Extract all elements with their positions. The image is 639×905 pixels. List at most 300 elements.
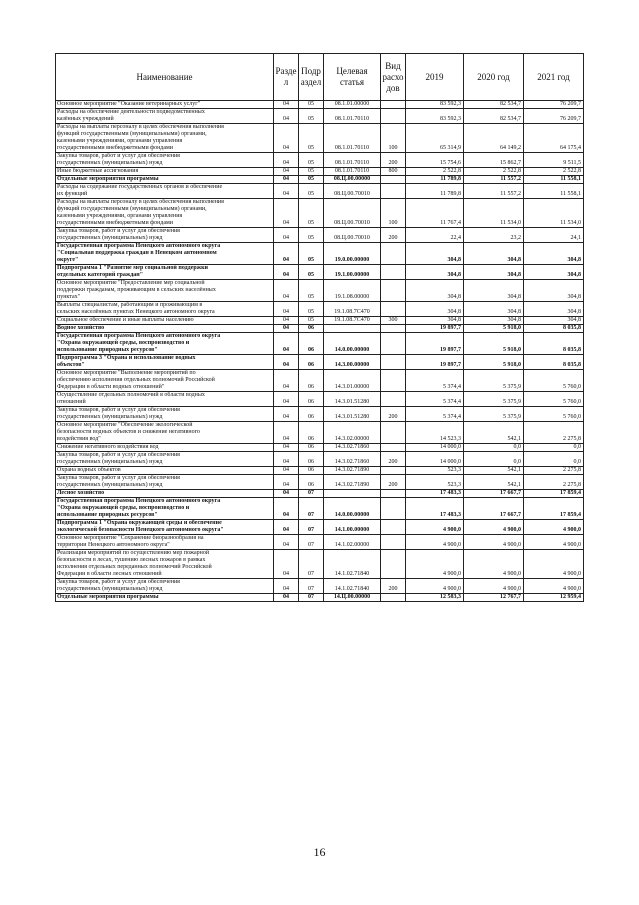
- cell-2020: 304,8: [464, 302, 524, 317]
- cell-2021: 17 859,4: [524, 490, 584, 498]
- cell-razdel: 04: [274, 490, 299, 498]
- cell-name: Закупка товаров, работ и услуг для обеспечения государственных (муниципальных) нужд: [56, 153, 274, 168]
- cell-vid: [381, 520, 406, 535]
- cell-2019: 4 900,0: [406, 579, 464, 594]
- cell-target: 14.3.02.71860: [324, 452, 381, 467]
- cell-name: Основное мероприятие "Сохранение биоразнообразия на территории Ненецкого автономного округа": [56, 535, 274, 550]
- cell-name: Расходы на обеспечение деятельности подведомственных казённых учреждений: [56, 109, 274, 124]
- cell-target: 14.1.02.00000: [324, 535, 381, 550]
- cell-2020: 17 667,7: [464, 498, 524, 520]
- table-row: [56, 199, 584, 228]
- cell-podrazdel: 06: [299, 370, 324, 392]
- cell-target: 19.1.08.7С470: [324, 317, 381, 325]
- cell-name: Охрана водных объектов: [56, 467, 274, 475]
- cell-vid: [381, 176, 406, 184]
- cell-podrazdel: 05: [299, 243, 324, 265]
- cell-vid: [381, 333, 406, 355]
- cell-target: 14.3.01.00000: [324, 370, 381, 392]
- table-row: [56, 579, 584, 594]
- cell-2021: 5 760,0: [524, 392, 584, 407]
- header-name: Наименование: [56, 54, 274, 101]
- cell-target: 19.1.08.00000: [324, 280, 381, 302]
- cell-2021: 8 035,8: [524, 325, 584, 333]
- cell-razdel: 04: [274, 407, 299, 422]
- cell-name: Основное мероприятие "Оказание ветеринарных услуг": [56, 101, 274, 109]
- cell-2019: 11 767,4: [406, 199, 464, 228]
- cell-2020: 11 557,2: [464, 184, 524, 199]
- cell-vid: 800: [381, 168, 406, 176]
- cell-razdel: 04: [274, 109, 299, 124]
- cell-vid: [381, 467, 406, 475]
- cell-2019: 304,8: [406, 280, 464, 302]
- cell-name: Закупка товаров, работ и услуг для обеспечения государственных (муниципальных) нужд: [56, 228, 274, 243]
- cell-2020: 11 534,0: [464, 199, 524, 228]
- cell-2020: 4 900,0: [464, 535, 524, 550]
- cell-2021: 11 534,0: [524, 199, 584, 228]
- cell-target: 14.Ц.00.00000: [324, 594, 381, 602]
- cell-razdel: 04: [274, 370, 299, 392]
- cell-2019: 14 000,0: [406, 452, 464, 467]
- cell-razdel: 04: [274, 467, 299, 475]
- cell-2019: 83 592,3: [406, 101, 464, 109]
- table-row: [56, 325, 584, 333]
- table-row: [56, 370, 584, 392]
- cell-name: Водное хозяйство: [56, 325, 274, 333]
- cell-vid: 200: [381, 475, 406, 490]
- table-row: [56, 550, 584, 579]
- cell-razdel: 04: [274, 280, 299, 302]
- table-row: [56, 124, 584, 153]
- cell-vid: 100: [381, 124, 406, 153]
- header-2021: 2021 год: [524, 54, 584, 101]
- cell-podrazdel: 07: [299, 490, 324, 498]
- cell-podrazdel: 05: [299, 124, 324, 153]
- cell-2019: 14 000,0: [406, 444, 464, 452]
- cell-2020: 304,8: [464, 265, 524, 280]
- cell-podrazdel: 05: [299, 184, 324, 199]
- table-row: [56, 243, 584, 265]
- cell-razdel: 04: [274, 422, 299, 444]
- cell-target: 08.Ц.00.70010: [324, 199, 381, 228]
- cell-2020: 17 667,7: [464, 490, 524, 498]
- cell-podrazdel: 07: [299, 520, 324, 535]
- cell-target: 14.3.02.71860: [324, 444, 381, 452]
- cell-razdel: 04: [274, 168, 299, 176]
- table-row: [56, 228, 584, 243]
- cell-razdel: 04: [274, 452, 299, 467]
- table-row: [56, 168, 584, 176]
- cell-2020: 304,8: [464, 243, 524, 265]
- table-row: [56, 444, 584, 452]
- cell-2020: 5 375,9: [464, 407, 524, 422]
- cell-2019: 14 523,3: [406, 422, 464, 444]
- cell-2020: 5 375,9: [464, 370, 524, 392]
- cell-2019: 304,8: [406, 317, 464, 325]
- cell-podrazdel: 05: [299, 228, 324, 243]
- cell-podrazdel: 06: [299, 452, 324, 467]
- cell-2020: 4 900,0: [464, 550, 524, 579]
- cell-vid: [381, 444, 406, 452]
- cell-razdel: 04: [274, 101, 299, 109]
- cell-podrazdel: 05: [299, 265, 324, 280]
- header-vid: Вид расхо дов: [381, 54, 406, 101]
- cell-podrazdel: 06: [299, 325, 324, 333]
- table-row: [56, 392, 584, 407]
- cell-podrazdel: 06: [299, 407, 324, 422]
- cell-2021: 76 209,7: [524, 101, 584, 109]
- cell-2021: 304,8: [524, 302, 584, 317]
- cell-2019: 4 900,0: [406, 535, 464, 550]
- cell-2021: 76 209,7: [524, 109, 584, 124]
- cell-razdel: 04: [274, 184, 299, 199]
- cell-name: Закупка товаров, работ и услуг для обеспечения государственных (муниципальных) нужд: [56, 452, 274, 467]
- cell-podrazdel: 05: [299, 302, 324, 317]
- cell-vid: 300: [381, 317, 406, 325]
- cell-2021: 0,0: [524, 452, 584, 467]
- header-2019: 2019: [406, 54, 464, 101]
- table-row: [56, 422, 584, 444]
- cell-2020: 5 375,9: [464, 392, 524, 407]
- cell-podrazdel: 05: [299, 176, 324, 184]
- cell-razdel: 04: [274, 579, 299, 594]
- cell-2020: 4 900,0: [464, 579, 524, 594]
- cell-2021: 304,8: [524, 243, 584, 265]
- cell-target: 19.0.00.00000: [324, 243, 381, 265]
- table-body: [56, 101, 584, 602]
- cell-2020: 304,8: [464, 280, 524, 302]
- table-row: [56, 153, 584, 168]
- cell-2021: 304,8: [524, 317, 584, 325]
- cell-2019: 17 483,3: [406, 490, 464, 498]
- cell-name: Отдельные мероприятия программы: [56, 176, 274, 184]
- cell-razdel: 04: [274, 176, 299, 184]
- cell-name: Закупка товаров, работ и услуг для обеспечения государственных (муниципальных) нужд: [56, 475, 274, 490]
- cell-target: [324, 325, 381, 333]
- cell-2021: 5 760,0: [524, 370, 584, 392]
- cell-razdel: 04: [274, 153, 299, 168]
- cell-podrazdel: 05: [299, 153, 324, 168]
- cell-razdel: 04: [274, 317, 299, 325]
- cell-vid: [381, 109, 406, 124]
- cell-podrazdel: 05: [299, 317, 324, 325]
- cell-razdel: 04: [274, 228, 299, 243]
- table-row: [56, 101, 584, 109]
- cell-razdel: 04: [274, 594, 299, 602]
- cell-vid: [381, 184, 406, 199]
- cell-name: Лесное хозяйство: [56, 490, 274, 498]
- cell-vid: 200: [381, 228, 406, 243]
- cell-2021: 8 035,8: [524, 333, 584, 355]
- cell-razdel: 04: [274, 520, 299, 535]
- cell-vid: 200: [381, 452, 406, 467]
- table-row: [56, 407, 584, 422]
- cell-podrazdel: 05: [299, 199, 324, 228]
- cell-razdel: 04: [274, 333, 299, 355]
- cell-razdel: 04: [274, 498, 299, 520]
- cell-vid: 200: [381, 407, 406, 422]
- header-2020: 2020 год: [464, 54, 524, 101]
- cell-target: 14.3.02.00000: [324, 422, 381, 444]
- cell-2019: 304,8: [406, 243, 464, 265]
- cell-target: 14.0.00.00000: [324, 498, 381, 520]
- cell-2019: 523,3: [406, 475, 464, 490]
- cell-target: 08.1.01.00000: [324, 101, 381, 109]
- cell-target: 14.3.02.71890: [324, 475, 381, 490]
- cell-2019: 22,4: [406, 228, 464, 243]
- cell-2021: 4 900,0: [524, 520, 584, 535]
- cell-podrazdel: 07: [299, 579, 324, 594]
- cell-name: Расходы на содержание государственных органов и обеспечение их функций: [56, 184, 274, 199]
- cell-vid: [381, 370, 406, 392]
- cell-razdel: 04: [274, 550, 299, 579]
- cell-name: Государственная программа Ненецкого автономного округа "Охрана окружающей среды, воспроизводство и использование природных ресурсов": [56, 333, 274, 355]
- cell-vid: [381, 325, 406, 333]
- cell-target: 14.1.02.71840: [324, 550, 381, 579]
- cell-name: Реализация мероприятий по осуществлению мер пожарной безопасности в лесах, тушению лесных пожаров в рамках исполнения отдельных переданных полномочий Российской Федерации в области лесных отношений: [56, 550, 274, 579]
- table-row: [56, 302, 584, 317]
- cell-vid: [381, 550, 406, 579]
- cell-podrazdel: 06: [299, 392, 324, 407]
- table-row: [56, 333, 584, 355]
- cell-vid: 100: [381, 199, 406, 228]
- cell-2019: 11 789,8: [406, 176, 464, 184]
- cell-2019: 304,8: [406, 265, 464, 280]
- cell-podrazdel: 07: [299, 535, 324, 550]
- cell-2020: 5 918,0: [464, 355, 524, 370]
- cell-podrazdel: 06: [299, 444, 324, 452]
- cell-2020: 23,2: [464, 228, 524, 243]
- page-number: 16: [313, 845, 326, 859]
- cell-razdel: 04: [274, 355, 299, 370]
- cell-name: Снижение негативного воздействия вод: [56, 444, 274, 452]
- cell-2021: 11 558,1: [524, 184, 584, 199]
- cell-2021: 8 035,8: [524, 355, 584, 370]
- cell-2021: 2 275,8: [524, 422, 584, 444]
- cell-2021: 304,8: [524, 265, 584, 280]
- cell-2021: 9 511,5: [524, 153, 584, 168]
- cell-2019: 11 789,8: [406, 184, 464, 199]
- cell-name: Выплаты специалистам, работающим и проживающим в сельских населённых пунктах Ненецкого автономного округа: [56, 302, 274, 317]
- table-row: [56, 520, 584, 535]
- cell-2019: 5 374,4: [406, 407, 464, 422]
- cell-target: 14.3.02.71890: [324, 467, 381, 475]
- header-row: [56, 54, 584, 101]
- cell-2021: 304,8: [524, 280, 584, 302]
- cell-2019: 83 592,3: [406, 109, 464, 124]
- cell-2020: 542,1: [464, 467, 524, 475]
- table-row: [56, 498, 584, 520]
- cell-2020: 542,1: [464, 422, 524, 444]
- cell-2021: 17 859,4: [524, 498, 584, 520]
- cell-2019: 4 900,0: [406, 520, 464, 535]
- cell-podrazdel: 06: [299, 467, 324, 475]
- cell-razdel: 04: [274, 124, 299, 153]
- cell-vid: [381, 280, 406, 302]
- cell-razdel: 04: [274, 302, 299, 317]
- cell-target: 08.1.01.70110: [324, 153, 381, 168]
- cell-2019: 19 897,7: [406, 355, 464, 370]
- cell-2020: 542,1: [464, 475, 524, 490]
- table-row: [56, 184, 584, 199]
- cell-target: 14.1.00.00000: [324, 520, 381, 535]
- table-row: [56, 475, 584, 490]
- cell-2021: 2 275,8: [524, 475, 584, 490]
- cell-name: Осуществление отдельных полномочий в области водных отношений: [56, 392, 274, 407]
- cell-target: 08.Ц.00.70010: [324, 184, 381, 199]
- cell-podrazdel: 05: [299, 168, 324, 176]
- cell-razdel: 04: [274, 444, 299, 452]
- cell-2019: 19 897,7: [406, 325, 464, 333]
- cell-name: Иные бюджетные ассигнования: [56, 168, 274, 176]
- cell-target: 19.1.00.00000: [324, 265, 381, 280]
- table-row: [56, 280, 584, 302]
- cell-2020: 4 900,0: [464, 520, 524, 535]
- cell-podrazdel: 05: [299, 109, 324, 124]
- cell-name: Основное мероприятие "Предоставление мер социальной поддержки гражданам, проживающим в сельских населённых пунктах": [56, 280, 274, 302]
- cell-vid: [381, 243, 406, 265]
- table-row: [56, 594, 584, 602]
- cell-2020: 0,0: [464, 444, 524, 452]
- cell-vid: [381, 594, 406, 602]
- table-row: [56, 535, 584, 550]
- cell-razdel: 04: [274, 535, 299, 550]
- cell-target: 08.Ц.00.70010: [324, 228, 381, 243]
- cell-podrazdel: 06: [299, 475, 324, 490]
- cell-2021: 2 275,8: [524, 467, 584, 475]
- cell-target: 08.1.01.70110: [324, 124, 381, 153]
- header-razdel: Разде л: [274, 54, 299, 101]
- cell-2020: 2 522,8: [464, 168, 524, 176]
- cell-vid: [381, 490, 406, 498]
- cell-target: 14.0.00.00000: [324, 333, 381, 355]
- table-row: [56, 109, 584, 124]
- cell-2020: 64 149,2: [464, 124, 524, 153]
- cell-2021: 0,0: [524, 444, 584, 452]
- cell-2019: 12 583,3: [406, 594, 464, 602]
- cell-name: Социальное обеспечение и иные выплаты населению: [56, 317, 274, 325]
- cell-2020: 15 862,7: [464, 153, 524, 168]
- cell-podrazdel: 06: [299, 422, 324, 444]
- cell-target: 08.1.01.70110: [324, 109, 381, 124]
- cell-2021: 2 522,8: [524, 168, 584, 176]
- table-row: [56, 355, 584, 370]
- cell-2019: 17 483,3: [406, 498, 464, 520]
- cell-2020: 82 534,7: [464, 109, 524, 124]
- budget-table: [55, 53, 584, 602]
- cell-podrazdel: 06: [299, 355, 324, 370]
- cell-vid: [381, 101, 406, 109]
- cell-target: 08.Ц.00.00000: [324, 176, 381, 184]
- cell-2019: 15 754,6: [406, 153, 464, 168]
- cell-2021: 4 900,0: [524, 579, 584, 594]
- cell-2020: 304,8: [464, 317, 524, 325]
- cell-vid: 200: [381, 153, 406, 168]
- table-row: [56, 176, 584, 184]
- cell-name: Подпрограмма 3 "Охрана и использование водных объектов": [56, 355, 274, 370]
- cell-2020: 5 918,0: [464, 325, 524, 333]
- cell-vid: [381, 302, 406, 317]
- cell-razdel: 04: [274, 265, 299, 280]
- cell-2019: 5 374,4: [406, 370, 464, 392]
- cell-razdel: 04: [274, 392, 299, 407]
- cell-razdel: 04: [274, 325, 299, 333]
- cell-target: 14.3.01.51280: [324, 392, 381, 407]
- header-podrazdel: Подр аздел: [299, 54, 324, 101]
- cell-2020: 11 557,2: [464, 176, 524, 184]
- cell-2021: 4 900,0: [524, 550, 584, 579]
- cell-podrazdel: 07: [299, 498, 324, 520]
- cell-razdel: 04: [274, 475, 299, 490]
- cell-vid: 200: [381, 579, 406, 594]
- cell-2021: 4 900,0: [524, 535, 584, 550]
- cell-target: [324, 490, 381, 498]
- table-row: [56, 490, 584, 498]
- cell-vid: [381, 355, 406, 370]
- cell-name: Отдельные мероприятия программы: [56, 594, 274, 602]
- cell-name: Расходы на выплаты персоналу в целях обеспечения выполнения функций государственными (муниципальными) органами, казенными учреждениями, органами управления государственными внебюджетными фондами: [56, 124, 274, 153]
- cell-name: Основное мероприятие "Обеспечение экологической безопасности водных объектов и снижение негативного воздействия вод": [56, 422, 274, 444]
- table-row: [56, 452, 584, 467]
- cell-name: Подпрограмма 1 "Развитие мер социальной поддержки отдельных категорий граждан": [56, 265, 274, 280]
- cell-target: 14.3.00.00000: [324, 355, 381, 370]
- cell-podrazdel: 06: [299, 333, 324, 355]
- cell-2020: 12 767,7: [464, 594, 524, 602]
- cell-target: 08.1.01.70110: [324, 168, 381, 176]
- cell-name: Закупка товаров, работ и услуг для обеспечения государственных (муниципальных) нужд: [56, 579, 274, 594]
- cell-2019: 4 900,0: [406, 550, 464, 579]
- cell-name: Государственная программа Ненецкого автономного округа "Охрана окружающей среды, воспроизводство и использование природных ресурсов": [56, 498, 274, 520]
- cell-razdel: 04: [274, 243, 299, 265]
- cell-2019: 19 897,7: [406, 333, 464, 355]
- cell-2021: 64 175,4: [524, 124, 584, 153]
- table-row: [56, 467, 584, 475]
- cell-2020: 5 918,0: [464, 333, 524, 355]
- cell-2019: 2 522,8: [406, 168, 464, 176]
- cell-target: 14.3.01.51280: [324, 407, 381, 422]
- cell-vid: [381, 535, 406, 550]
- cell-vid: [381, 498, 406, 520]
- cell-2020: 0,0: [464, 452, 524, 467]
- cell-name: Закупка товаров, работ и услуг для обеспечения государственных (муниципальных) нужд: [56, 407, 274, 422]
- cell-razdel: 04: [274, 199, 299, 228]
- cell-vid: [381, 392, 406, 407]
- cell-2019: 5 374,4: [406, 392, 464, 407]
- cell-podrazdel: 05: [299, 280, 324, 302]
- cell-name: Основное мероприятие "Выполнение мероприятий по обеспечению исполнения отдельных полномочий Российской Федерации в области водных отношений": [56, 370, 274, 392]
- cell-vid: [381, 265, 406, 280]
- cell-podrazdel: 07: [299, 594, 324, 602]
- table-row: [56, 317, 584, 325]
- header-target: Целевая статья: [324, 54, 381, 101]
- cell-vid: [381, 422, 406, 444]
- cell-2021: 24,1: [524, 228, 584, 243]
- cell-2019: 523,3: [406, 467, 464, 475]
- table-row: [56, 265, 584, 280]
- cell-target: 14.1.02.71840: [324, 579, 381, 594]
- cell-2021: 5 760,0: [524, 407, 584, 422]
- cell-2020: 82 534,7: [464, 101, 524, 109]
- cell-2021: 12 959,4: [524, 594, 584, 602]
- cell-name: Государственная программа Ненецкого автономного округа "Социальная поддержка граждан в Ненецком автономном округе": [56, 243, 274, 265]
- cell-name: Расходы на выплаты персоналу в целях обеспечения выполнения функций государственными (муниципальными) органами, казенными учреждениями, органами управления государственными внебюджетными фондами: [56, 199, 274, 228]
- cell-name: Подпрограмма 1 "Охрана окружающей среды и обеспечение экологической безопасности Ненецкого автономного округа": [56, 520, 274, 535]
- cell-2019: 304,8: [406, 302, 464, 317]
- cell-podrazdel: 05: [299, 101, 324, 109]
- cell-2021: 11 558,1: [524, 176, 584, 184]
- cell-2019: 65 314,9: [406, 124, 464, 153]
- cell-podrazdel: 07: [299, 550, 324, 579]
- cell-target: 19.1.08.7С470: [324, 302, 381, 317]
